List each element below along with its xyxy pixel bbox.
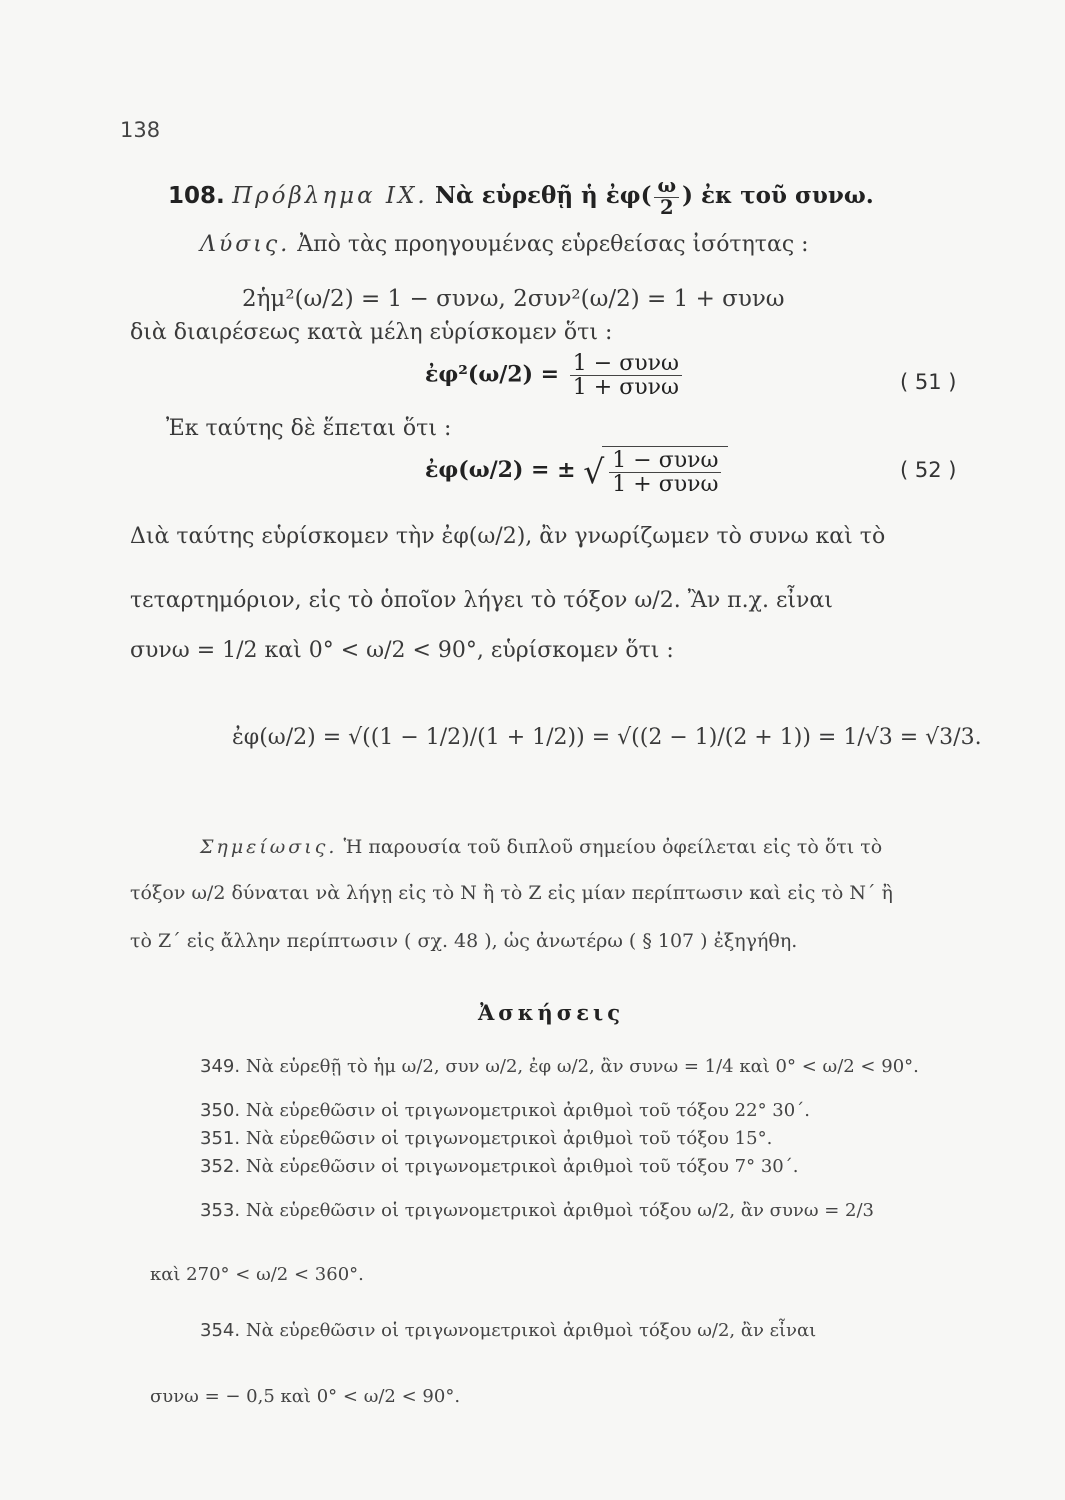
follows-line: Ἐκ ταύτης δὲ ἕπεται ὅτι : — [166, 416, 452, 441]
frac-den: 2 — [659, 195, 674, 219]
problem-label: Πρόβλημα IX. — [232, 183, 428, 210]
paragraph-line-3: συνω = 1/2 καὶ 0° < ω/2 < 90°, εὑρίσκομεν ὅτι : — [130, 638, 674, 663]
eq52-lhs: ἐφ(ω/2) = ± — [425, 457, 576, 484]
eq51-num: 1 − συνω — [570, 352, 682, 376]
division-line: διὰ διαιρέσεως κατὰ μέλη εὑρίσκομεν ὅτι : — [130, 320, 613, 345]
note-label: Σημείωσις. — [200, 836, 338, 858]
exercise-text: Νὰ εὑρεθῶσιν οἱ τριγωνομετρικοὶ ἀριθμοὶ τόξου ω/2, ἂν συνω = 2/3 — [245, 1200, 875, 1221]
exercise-number: 353. — [200, 1200, 241, 1221]
eq52-tag: ( 52 ) — [900, 458, 957, 482]
exercise-number: 354. — [200, 1320, 241, 1341]
exercise-352 — [200, 1156, 798, 1177]
exercise-349 — [200, 1056, 919, 1077]
solution-label: Λύσις. — [200, 232, 291, 257]
paragraph-line-2: τεταρτημόριον, εἰς τὸ ὁποῖον λήγει τὸ τόξον ω/2. Ἂν π.χ. εἶναι — [130, 588, 833, 613]
problem-number: 108. — [168, 183, 225, 210]
eq52-num: 1 − συνω — [609, 449, 721, 473]
note-line-1 — [200, 836, 882, 858]
exercise-text: Νὰ εὑρεθῶσιν οἱ τριγωνομετρικοὶ ἀριθμοὶ τοῦ τόξου 22° 30΄. — [245, 1100, 810, 1121]
exercise-354 — [200, 1320, 816, 1341]
eq51-den: 1 + συνω — [572, 375, 679, 401]
eq51-lhs: ἐφ²(ω/2) = — [425, 361, 560, 388]
exercises-heading: Ἀσκήσεις — [478, 1000, 624, 1025]
exercise-353 — [200, 1200, 874, 1221]
exercise-354-cont: συνω = − 0,5 καὶ 0° < ω/2 < 90°. — [150, 1386, 461, 1407]
exercise-number: 351. — [200, 1128, 241, 1149]
exercise-text: Νὰ εὑρεθῇ τὸ ἡμ ω/2, συν ω/2, ἐφ ω/2, ἂν συνω = 1/4 καὶ 0° < ω/2 < 90°. — [245, 1056, 919, 1077]
example-result: ἐφ(ω/2) = √((1 − 1/2)/(1 + 1/2)) = √((2 − 1)/(2 + 1)) = 1/√3 = √3/3. — [232, 725, 982, 750]
problem-statement-b: ) ἐκ τοῦ συνω. — [682, 182, 874, 210]
exercise-351 — [200, 1128, 772, 1149]
sqrt-symbol: √ — [583, 451, 605, 491]
exercise-text: Νὰ εὑρεθῶσιν οἱ τριγωνομετρικοὶ ἀριθμοὶ τοῦ τόξου 15°. — [245, 1128, 773, 1149]
eq51-tag: ( 51 ) — [900, 370, 957, 394]
exercise-text: Νὰ εὑρεθῶσιν οἱ τριγωνομετρικοὶ ἀριθμοὶ τόξου ω/2, ἂν εἶναι — [245, 1320, 817, 1341]
solution-intro: Ἀπὸ τὰς προηγουμένας εὑρεθείσας ἰσότητας : — [297, 232, 809, 257]
solution-intro-line — [200, 232, 809, 257]
note-line-2: τόξον ω/2 δύναται νὰ λήγῃ εἰς τὸ Ν ἢ τὸ Ζ εἰς μίαν περίπτωσιν καὶ εἰς τὸ Ν΄ ἢ — [130, 882, 893, 904]
problem-heading — [168, 176, 874, 218]
eq52-den: 1 + συνω — [612, 472, 719, 498]
exercise-number: 349. — [200, 1056, 241, 1077]
note-text-1: Ἡ παρουσία τοῦ διπλοῦ σημείου ὀφείλεται εἰς τὸ ὅτι τὸ — [343, 836, 883, 858]
exercise-350 — [200, 1100, 810, 1121]
exercise-353-cont: καὶ 270° < ω/2 < 360°. — [150, 1264, 364, 1285]
exercise-text: Νὰ εὑρεθῶσιν οἱ τριγωνομετρικοὶ ἀριθμοὶ τοῦ τόξου 7° 30΄. — [245, 1156, 799, 1177]
identities: 2ἡμ²(ω/2) = 1 − συνω, 2συν²(ω/2) = 1 + συνω — [242, 286, 785, 312]
frac-num: ω — [654, 176, 679, 198]
page-number: 138 — [120, 118, 161, 142]
equation-52 — [425, 446, 728, 496]
exercise-number: 350. — [200, 1100, 241, 1121]
problem-statement-a: Νὰ εὑρεθῇ ἡ ἐφ( — [435, 182, 652, 210]
paragraph-line-1: Διὰ ταύτης εὑρίσκομεν τὴν ἐφ(ω/2), ἂν γνωρίζωμεν τὸ συνω καὶ τὸ — [130, 524, 886, 549]
exercise-number: 352. — [200, 1156, 241, 1177]
equation-51 — [425, 352, 685, 399]
note-line-3: τὸ Ζ΄ εἰς ἄλλην περίπτωσιν ( σχ. 48 ), ὡς ἀνωτέρω ( § 107 ) ἐξηγήθη. — [130, 930, 798, 952]
